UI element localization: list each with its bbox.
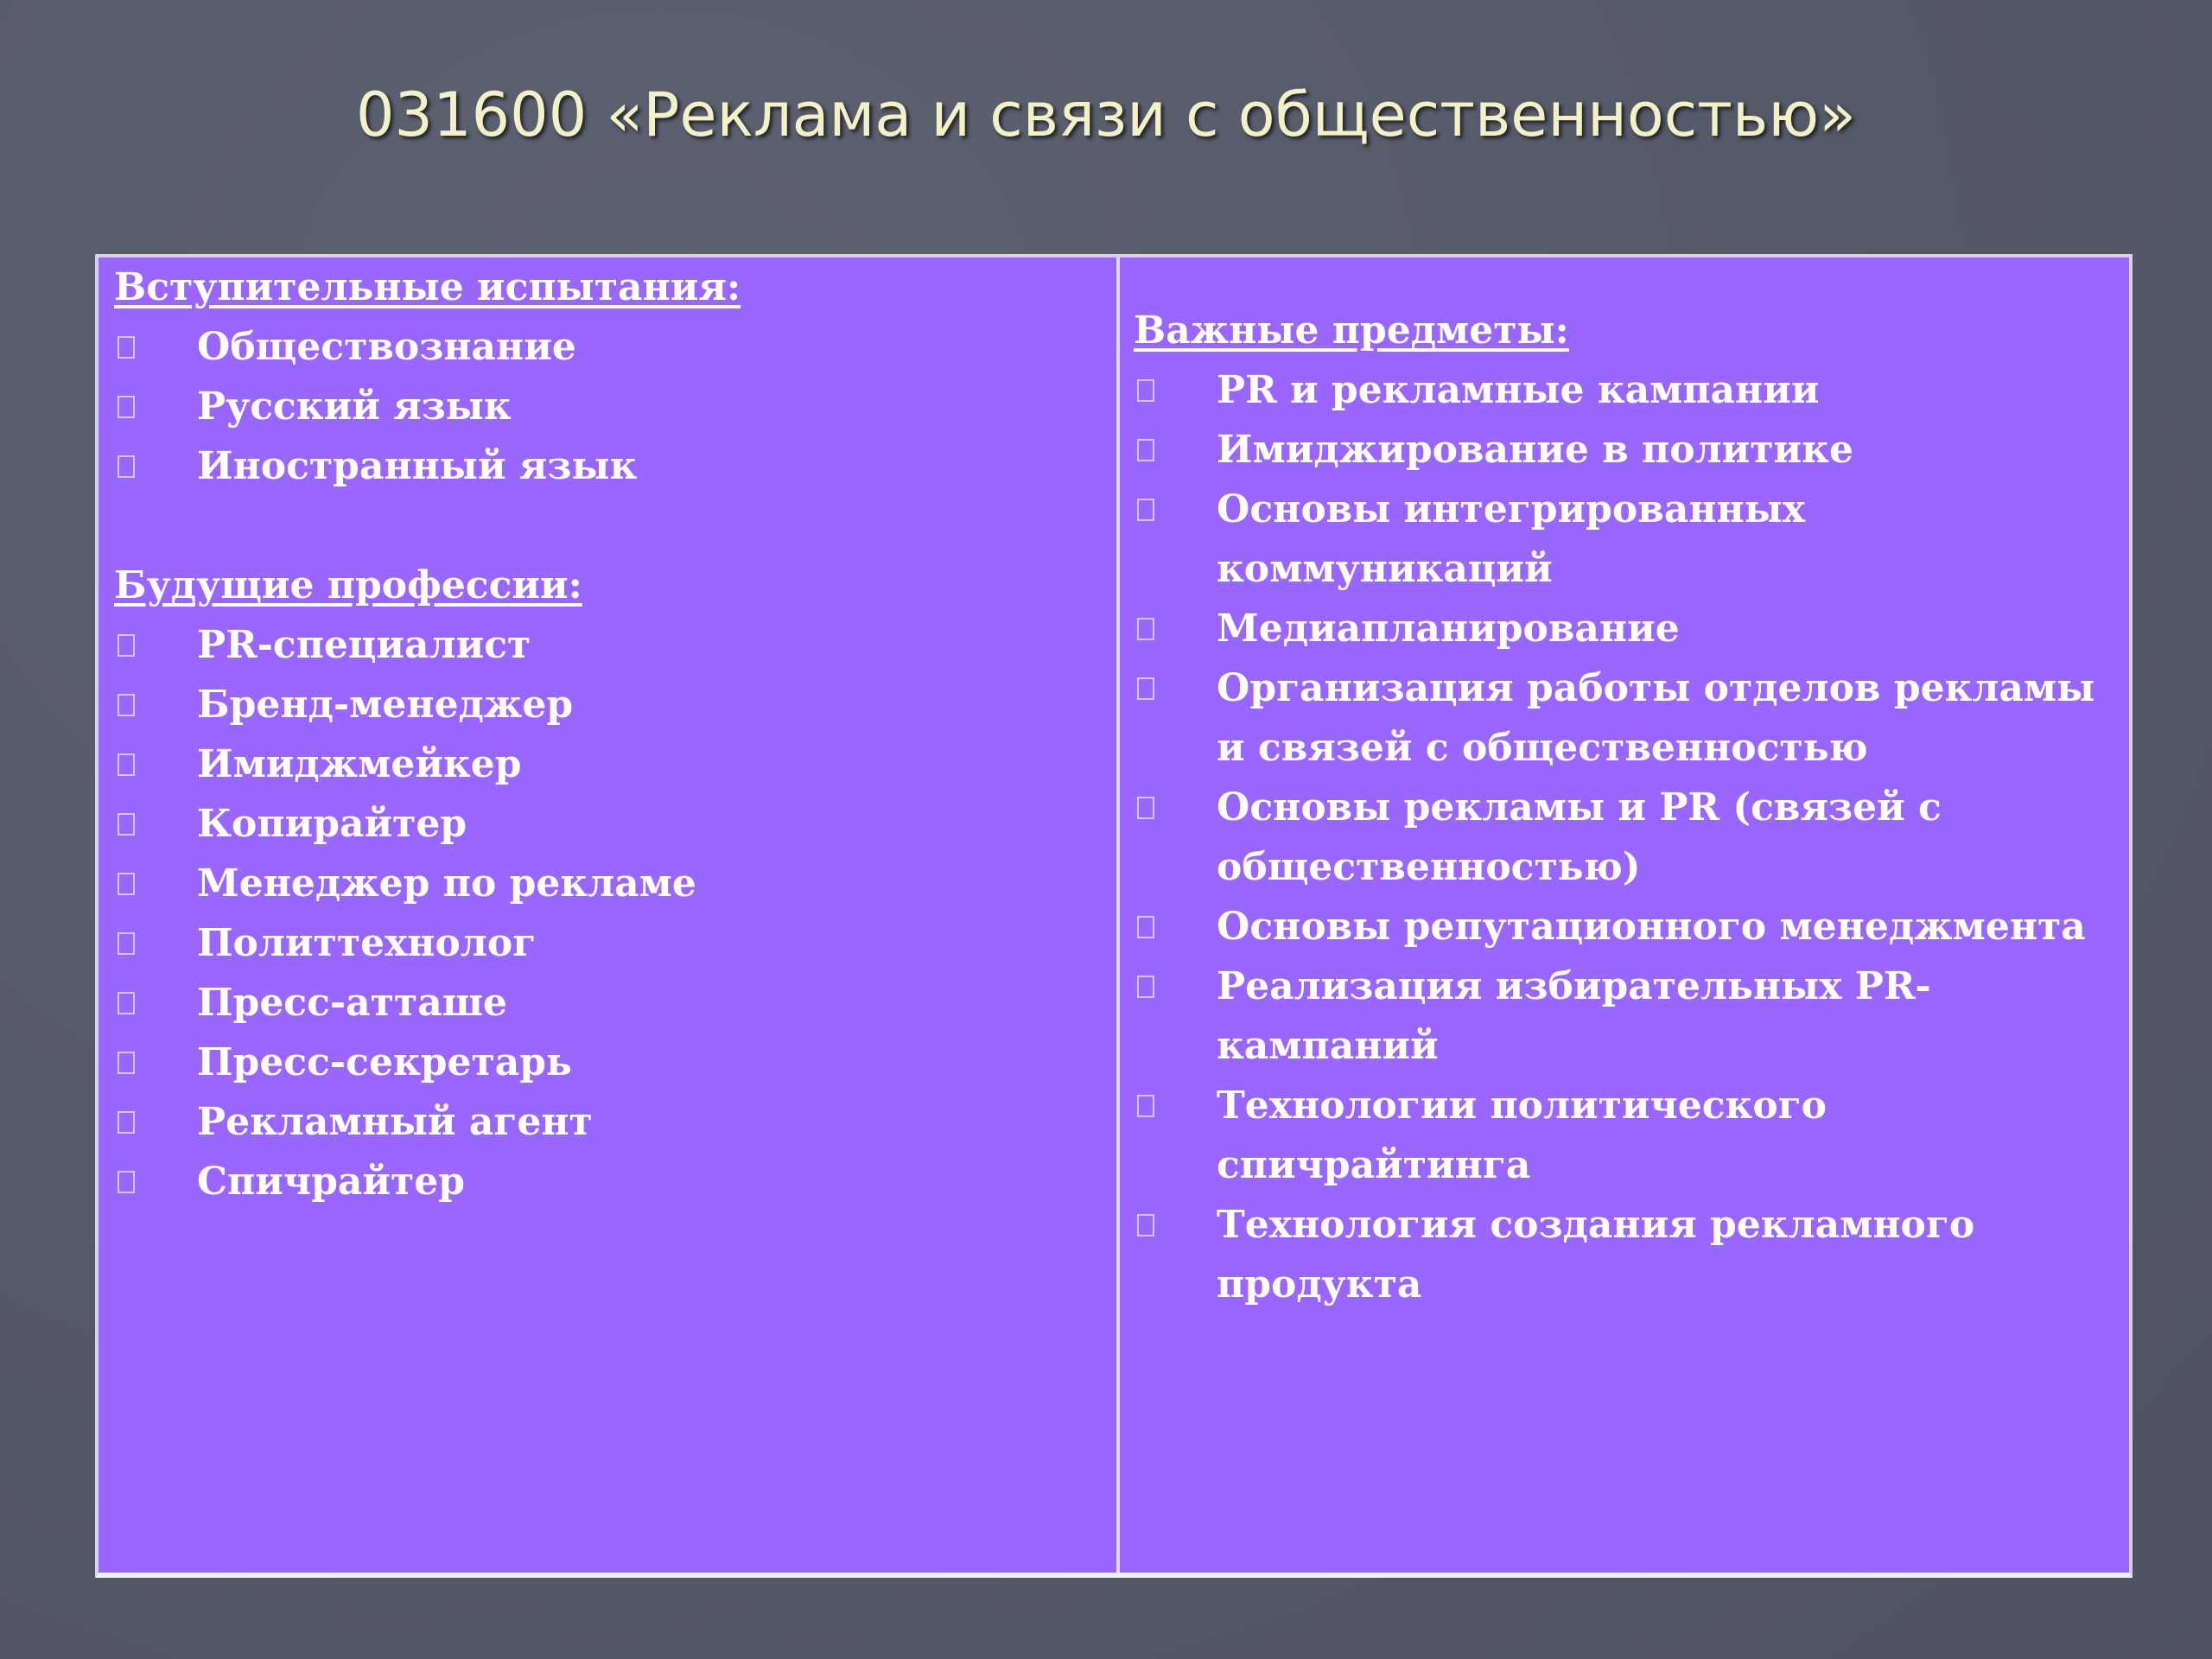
content-table bbox=[95, 254, 2133, 1578]
bullet-box-icon bbox=[1137, 499, 1154, 521]
list-item-text: Пресс-секретарь bbox=[197, 1040, 572, 1084]
bullet-box-icon bbox=[118, 753, 135, 776]
list-item-text: Технологии политического спичрайтинга bbox=[1217, 1084, 1827, 1187]
bullet-box-icon bbox=[118, 634, 135, 657]
list-item-text: Основы репутационного менеджмента bbox=[1217, 905, 2086, 949]
list-item bbox=[1134, 778, 2119, 897]
list-item-text: PR-специалист bbox=[197, 623, 531, 667]
list-item bbox=[1134, 897, 2119, 957]
right-column bbox=[1134, 257, 2119, 1314]
list-item-text: Политтехнолог bbox=[197, 921, 537, 965]
list-item bbox=[1134, 1195, 2119, 1314]
list-item bbox=[1134, 599, 2119, 658]
list-item-text: PR и рекламные кампании bbox=[1217, 368, 1820, 412]
list-item-text: Технология создания рекламного продукта bbox=[1217, 1203, 1975, 1306]
list-item bbox=[1134, 957, 2119, 1076]
bullet-box-icon bbox=[118, 1052, 135, 1074]
list-item bbox=[114, 377, 1108, 436]
bullet-box-icon bbox=[1137, 1214, 1154, 1236]
list-item bbox=[114, 854, 1108, 913]
bullet-box-icon bbox=[118, 1171, 135, 1193]
bullet-box-icon bbox=[1137, 618, 1154, 640]
bullet-box-icon bbox=[118, 813, 135, 836]
list-item-text: Реализация избирательных PR-кампаний bbox=[1217, 964, 1931, 1068]
left-column bbox=[114, 257, 1108, 1211]
list-item bbox=[1134, 480, 2119, 599]
bullet-box-icon bbox=[118, 455, 135, 478]
list-item-text: Иностранный язык bbox=[197, 444, 638, 488]
list-item-text: Обществознание bbox=[197, 325, 576, 369]
bullet-box-icon bbox=[1137, 379, 1154, 402]
bullet-box-icon bbox=[118, 992, 135, 1014]
bullet-box-icon bbox=[118, 336, 135, 359]
list-item-text: Спичрайтер bbox=[197, 1160, 465, 1204]
list-item bbox=[1134, 1076, 2119, 1195]
bullet-box-icon bbox=[118, 932, 135, 955]
bullet-box-icon bbox=[118, 1111, 135, 1134]
list-item bbox=[114, 615, 1108, 675]
bullet-box-icon bbox=[118, 396, 135, 418]
list-item bbox=[114, 913, 1108, 973]
bullet-box-icon bbox=[1137, 916, 1154, 938]
list-item bbox=[114, 675, 1108, 734]
list-item bbox=[114, 973, 1108, 1033]
list-item-text: Имиджирование в политике bbox=[1217, 428, 1853, 472]
slide-title: 031600 «Реклама и связи с общественностью» bbox=[356, 79, 1856, 150]
bullet-box-icon bbox=[1137, 1095, 1154, 1117]
list-item bbox=[114, 1092, 1108, 1152]
list-item-text: Рекламный агент bbox=[197, 1100, 593, 1144]
list-item bbox=[1134, 360, 2119, 420]
list-item-text: Русский язык bbox=[197, 385, 512, 429]
list-item bbox=[1134, 420, 2119, 480]
list-item bbox=[114, 734, 1108, 794]
list-item-text: Медиапланирование bbox=[1217, 607, 1680, 651]
column-divider bbox=[1116, 257, 1120, 1573]
bullet-box-icon bbox=[1137, 976, 1154, 998]
list-item-text: Пресс-атташе bbox=[197, 981, 507, 1025]
list-item bbox=[114, 794, 1108, 854]
bullet-box-icon bbox=[1137, 677, 1154, 700]
list-item bbox=[114, 1152, 1108, 1211]
bullet-box-icon bbox=[118, 694, 135, 716]
subjects-heading: Важные предметы: bbox=[1134, 308, 1569, 353]
spacer bbox=[1134, 257, 2119, 301]
exams-heading: Вступительные испытания: bbox=[114, 265, 741, 309]
spacer bbox=[114, 496, 1108, 556]
list-item-text: Менеджер по рекламе bbox=[197, 861, 696, 906]
list-item bbox=[114, 436, 1108, 496]
list-item-text: Имиджмейкер bbox=[197, 742, 522, 786]
bullet-box-icon bbox=[1137, 439, 1154, 461]
list-item-text: Организация работы отделов рекламы и связей с общественностью bbox=[1217, 666, 2095, 770]
bullet-box-icon bbox=[118, 873, 135, 895]
list-item-text: Копирайтер bbox=[197, 802, 467, 846]
list-item-text: Основы интегрированных коммуникаций bbox=[1217, 487, 1806, 591]
list-item bbox=[1134, 658, 2119, 778]
list-item-text: Бренд-менеджер bbox=[197, 683, 574, 727]
professions-heading: Будущие профессии: bbox=[114, 563, 582, 607]
list-item-text: Основы рекламы и PR (связей с общественностью) bbox=[1217, 785, 1942, 889]
bullet-box-icon bbox=[1137, 797, 1154, 819]
list-item bbox=[114, 1033, 1108, 1092]
list-item bbox=[114, 317, 1108, 377]
